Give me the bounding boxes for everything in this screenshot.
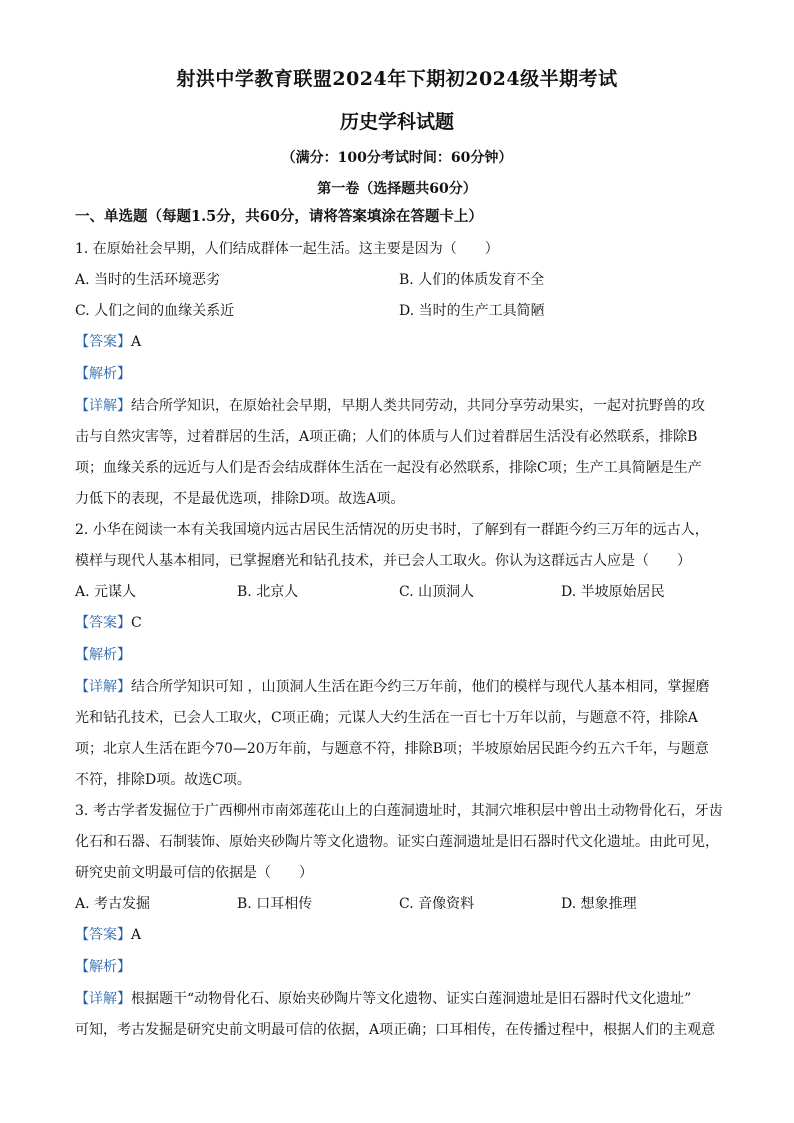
- section-heading: 一、单选题（每题1.5分，共60分，请将答案填涂在答题卡上）: [75, 208, 483, 225]
- answer-value: A: [131, 334, 142, 350]
- detail-text: 结合所学知识，在原始社会早期，早期人类共同劳动，共同分享劳动果实，一起对抗野兽的攻: [131, 398, 705, 414]
- q2-stem: 模样与现代人基本相同，已掌握磨光和钻孔技术，并已会人工取火。你认为这群远古人应是（ ）: [75, 553, 691, 569]
- q3-analysis-tag: 【解析】: [75, 959, 131, 975]
- q2-option-d: D. 半坡原始居民: [561, 584, 665, 600]
- q3-detail-line: [75, 989, 725, 1009]
- q1-detail-line: 力低下的表现，不是最优选项，排除D项。故选A项。: [75, 491, 405, 507]
- q1-detail-line: 项；血缘关系的远近与人们是否会结成群体生活在一起没有必然联系，排除C项；生产工具简陋是生产: [75, 460, 702, 476]
- answer-value: A: [131, 927, 142, 943]
- volume-title: 第一卷（选择题共60分）: [317, 181, 477, 197]
- exam-title: 射洪中学教育联盟2024年下期初2024级半期考试: [176, 68, 618, 90]
- q1-detail-line: 击与自然灾害等，过着群居的生活，A项正确；人们的体质与人们过着群居生活没有必然联系，排除B: [75, 429, 698, 445]
- q2-option-b: B. 北京人: [237, 584, 299, 600]
- answer-tag: 【答案】: [75, 334, 131, 350]
- q1-detail-line: [75, 396, 725, 416]
- q3-option-a: A. 考古发掘: [75, 896, 151, 912]
- q2-detail-line: [75, 677, 725, 697]
- q1-option-b: B. 人们的体质发育不全: [399, 272, 545, 288]
- answer-value: C: [131, 615, 142, 631]
- q2-analysis-tag: 【解析】: [75, 647, 131, 663]
- subject-title: 历史学科试题: [339, 111, 454, 133]
- q2-option-a: A. 元谋人: [75, 584, 137, 600]
- detail-tag: 【详解】: [75, 991, 131, 1007]
- q3-stem: 化石和石器、石制装饰、原始夹砂陶片等文化遗物。证实白莲洞遗址是旧石器时代文化遗址。由此可见，: [75, 834, 719, 850]
- q1-option-d: D. 当时的生产工具简陋: [399, 303, 545, 319]
- q3-detail-line: 可知，考古发掘是研究史前文明最可信的依据，A项正确；口耳相传，在传播过程中，根据人们的主观意: [75, 1022, 716, 1038]
- q1-analysis-tag: 【解析】: [75, 366, 131, 382]
- q1-option-a: A. 当时的生活环境恶劣: [75, 272, 221, 288]
- q1-answer: [75, 332, 141, 352]
- q2-stem: 2. 小华在阅读一本有关我国境内远古居民生活情况的历史书时，了解到有一群距今约三万年的远古人，: [75, 522, 709, 538]
- q3-answer: [75, 925, 141, 945]
- q1-option-c: C. 人们之间的血缘关系近: [75, 303, 235, 319]
- q3-option-b: B. 口耳相传: [237, 896, 313, 912]
- q2-detail-line: 光和钻孔技术，已会人工取火，C项正确；元谋人大约生活在一百七十万年以前，与题意不符，排除A: [75, 710, 698, 726]
- q2-answer: [75, 613, 142, 633]
- q2-option-c: C. 山顶洞人: [399, 584, 475, 600]
- exam-meta: （满分：100分考试时间：60分钟）: [281, 150, 513, 166]
- detail-tag: 【详解】: [75, 398, 131, 414]
- q2-detail-line: 不符，排除D项。故选C项。: [75, 772, 251, 788]
- detail-text: 结合所学知识可知 ，山顶洞人生活在距今约三万年前，他们的模样与现代人基本相同，掌握磨: [131, 679, 710, 695]
- answer-tag: 【答案】: [75, 927, 131, 943]
- detail-text: 根据题干“动物骨化石、原始夹砂陶片等文化遗物、证实白莲洞遗址是旧石器时代文化遗址”: [131, 991, 692, 1007]
- detail-tag: 【详解】: [75, 679, 131, 695]
- q3-stem: 研究史前文明最可信的依据是（ ）: [75, 865, 313, 881]
- q2-detail-line: 项；北京人生活在距今70—20万年前，与题意不符，排除B项；半坡原始居民距今约五六千年，与题意: [75, 741, 709, 757]
- q1-stem: 1. 在原始社会早期，人们结成群体一起生活。这主要是因为（ ）: [75, 241, 499, 257]
- answer-tag: 【答案】: [75, 615, 131, 631]
- q3-option-d: D. 想象推理: [561, 896, 637, 912]
- q3-stem: 3. 考古学者发掘位于广西柳州市南郊莲花山上的白莲洞遗址时，其洞穴堆积层中曾出土动物骨化石，牙齿: [75, 803, 723, 819]
- q3-option-c: C. 音像资料: [399, 896, 475, 912]
